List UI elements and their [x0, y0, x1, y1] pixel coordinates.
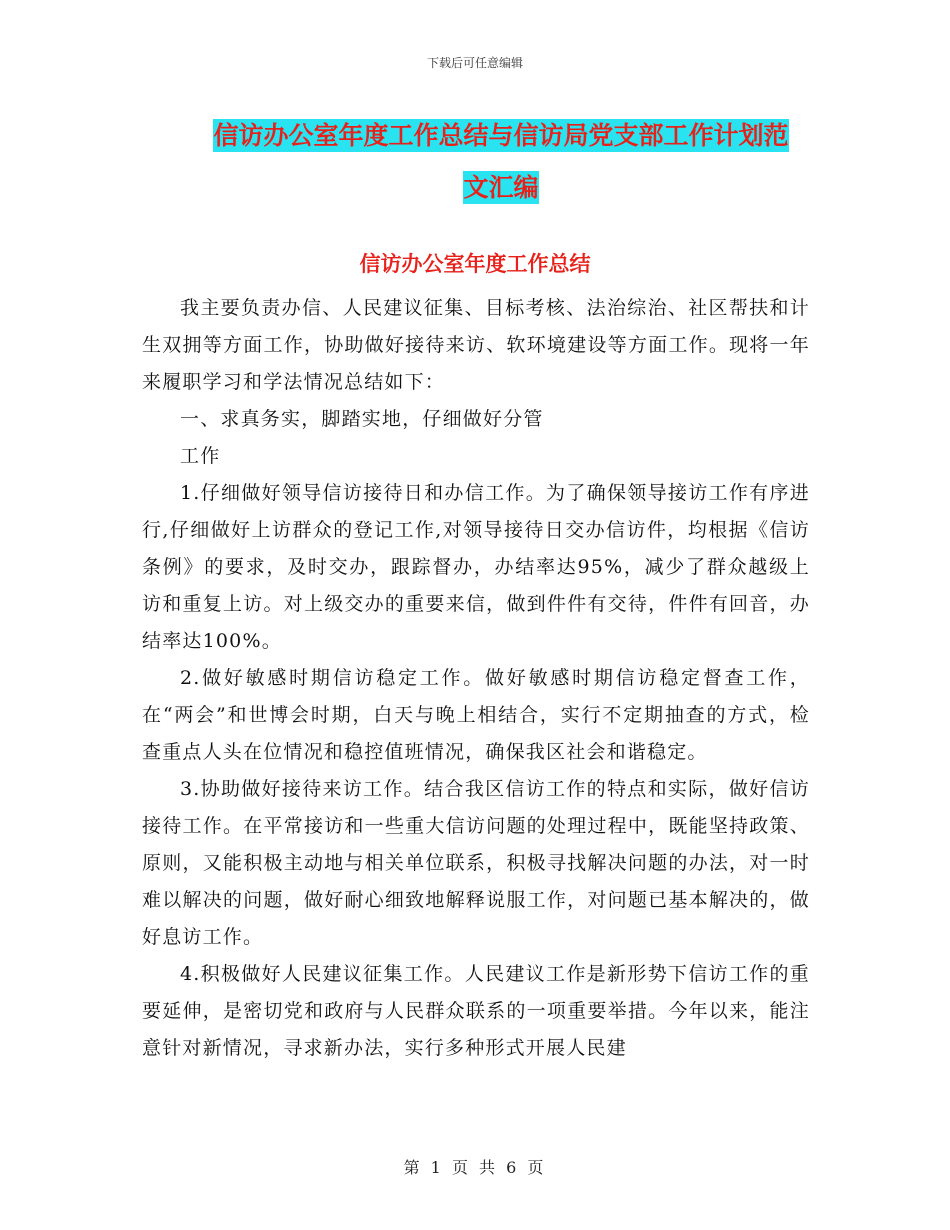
document-title-line1: 信访办公室年度工作总结与信访局党支部工作计划范: [213, 121, 789, 150]
heading-part-one: 一、求真务实，脚踏实地，仔细做好分管: [180, 408, 544, 430]
document-title-line2: 文汇编: [463, 173, 539, 202]
heading-part-one-continued: 工作: [180, 445, 221, 467]
document-title: [196, 110, 806, 214]
section-title: 信访办公室年度工作总结: [359, 252, 591, 276]
page-number: 第 1 页 共 6 页: [403, 1158, 547, 1177]
paragraph-intro: 我主要负责办信、人民建议征集、目标考核、法治综治、社区帮扶和计生双拥等方面工作，协助做好接待来访、软环境建设等方面工作。现将一年来履职学习和学法情况总结如下：: [142, 297, 810, 393]
paragraph-item-1: 1.仔细做好领导信访接待日和办信工作。为了确保领导接访工作有序进行,仔细做好上访群众的登记工作,对领导接待日交办信访件，均根据《信访条例》的要求，及时交办，跟踪督办，办结率达95%，减少了群众越级上访和重复上访。对上级交办的重要来信，做到件件有交待，件件有回音，办结率达100%。: [142, 482, 810, 652]
paragraph-item-2: 2.做好敏感时期信访稳定工作。做好敏感时期信访稳定督查工作，在“两会”和世博会时期，白天与晚上相结合，实行不定期抽查的方式，检查重点人头在位情况和稳控值班情况，确保我区社会和谐稳定。: [142, 667, 810, 763]
document-body: [142, 290, 810, 1067]
header-note: 下载后可任意编辑: [426, 56, 523, 70]
paragraph-item-4: 4.积极做好人民建议征集工作。人民建议工作是新形势下信访工作的重要延伸，是密切党和政府与人民群众联系的一项重要举措。今年以来，能注意针对新情况，寻求新办法，实行多种形式开展人民建: [142, 963, 810, 1059]
paragraph-item-3: 3.协助做好接待来访工作。结合我区信访工作的特点和实际，做好信访接待工作。在平常接访和一些重大信访问题的处理过程中，既能坚持政策、原则，又能积极主动地与相关单位联系，积极寻找解决问题的办法，对一时难以解决的问题，做好耐心细致地解释说服工作，对问题已基本解决的，做好息访工作。: [142, 778, 810, 948]
